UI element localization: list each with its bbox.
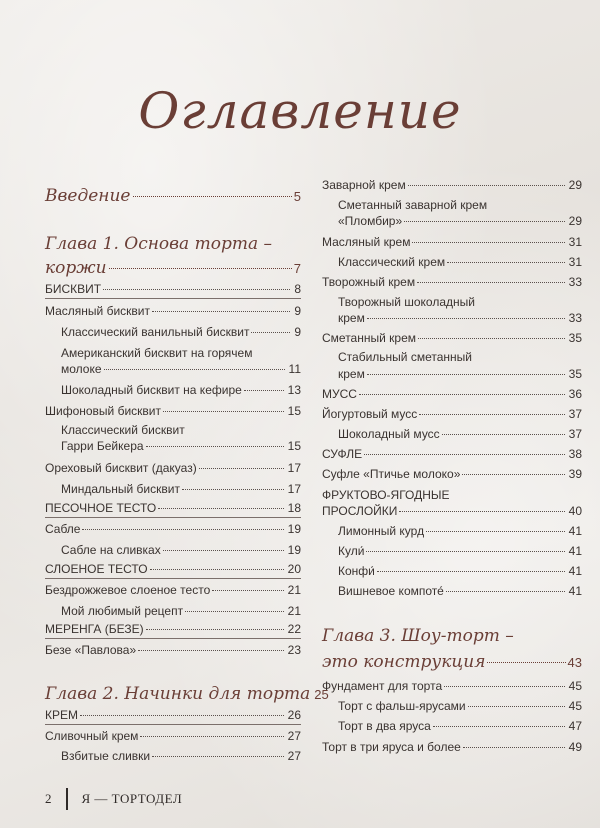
dot-leader: [447, 262, 565, 263]
toc-entry[interactable]: [322, 235, 582, 249]
dot-leader: [446, 591, 565, 592]
toc-page-number: 17: [287, 461, 301, 475]
dot-leader: [104, 369, 285, 370]
dot-leader: [442, 434, 565, 435]
toc-entry-label: Творожный крем: [322, 275, 416, 289]
toc-page-number: 49: [568, 740, 582, 754]
toc-entry-label: Масляный бисквит: [45, 304, 150, 318]
toc-entry[interactable]: [322, 178, 582, 192]
toc-entry[interactable]: [322, 331, 582, 345]
toc-entry-label: Масляный крем: [322, 235, 411, 249]
toc-entry-label: Сливочный крем: [45, 729, 139, 743]
dot-leader: [140, 736, 283, 737]
dot-leader: [163, 550, 284, 551]
toc-page-number: 27: [287, 749, 301, 763]
dot-leader: [103, 289, 290, 290]
toc-entry-line1: Сметанный заварной крем: [338, 198, 488, 212]
toc-entry-biskvit[interactable]: [45, 282, 301, 299]
toc-entry-label: крем: [338, 311, 365, 325]
toc-entry-label: ПРОСЛОЙКИ: [322, 504, 398, 518]
toc-entry[interactable]: [322, 275, 582, 289]
dot-leader: [419, 414, 564, 415]
toc-entry[interactable]: [322, 504, 582, 518]
toc-page-number: 9: [294, 304, 301, 318]
toc-entry-label: Шоколадный бисквит на кефире: [61, 383, 242, 397]
dot-leader: [244, 390, 284, 391]
dot-leader: [487, 662, 565, 663]
toc-entry-line1: Американский бисквит на горячем: [61, 346, 253, 360]
toc-entry[interactable]: [61, 383, 301, 397]
toc-entry-label: Бездрожжевое слоеное тесто: [45, 583, 211, 597]
toc-entry[interactable]: [322, 679, 582, 693]
toc-entry[interactable]: [61, 325, 301, 339]
dot-leader: [377, 571, 565, 572]
toc-entry-label: Классический ванильный бисквит: [61, 325, 250, 339]
toc-entry[interactable]: [322, 740, 582, 754]
toc-page-number: 41: [568, 584, 582, 598]
toc-entry-label: Классический крем: [338, 255, 446, 269]
toc-page-number: 19: [287, 543, 301, 557]
toc-entry-merenga[interactable]: [45, 622, 301, 639]
toc-entry-line1: Стабильный сметанный: [338, 350, 472, 364]
toc-entry-label: Миндальный бисквит: [61, 482, 180, 496]
toc-entry-label: ПЕСОЧНОЕ ТЕСТО: [45, 501, 157, 515]
toc-entry-pesochnoe[interactable]: [45, 501, 301, 518]
toc-page-number: 8: [294, 282, 301, 296]
toc-page-number: 45: [568, 699, 582, 713]
toc-entry-label: Шоколадный мусс: [338, 427, 440, 441]
toc-entry[interactable]: [338, 544, 582, 558]
toc-entry[interactable]: [338, 255, 582, 269]
dot-leader: [80, 715, 284, 716]
dot-leader: [133, 196, 292, 197]
dot-leader: [109, 268, 292, 269]
toc-page-number: 21: [287, 604, 301, 618]
toc-entry[interactable]: [338, 214, 582, 228]
toc-page-number: 13: [287, 383, 301, 397]
dot-leader: [412, 242, 564, 243]
toc-page-number: 17: [287, 482, 301, 496]
toc-chapter1-line1[interactable]: Глава 1. Основа торта –: [45, 234, 272, 254]
toc-page-number: 31: [568, 255, 582, 269]
toc-entry[interactable]: [338, 564, 582, 578]
toc-entry-label: Шифоновый бисквит: [45, 404, 161, 418]
toc-entry-label: Торт в два яруса: [338, 719, 431, 733]
toc-page-number: 36: [568, 387, 582, 401]
toc-page-number: 33: [568, 275, 582, 289]
toc-page-number: 9: [294, 325, 301, 339]
toc-page-number: 39: [568, 467, 582, 481]
toc-entry[interactable]: [45, 461, 301, 475]
toc-page-number: 21: [287, 583, 301, 597]
toc-chapter1[interactable]: коржи 7: [45, 258, 301, 278]
toc-entry[interactable]: [338, 427, 582, 441]
dot-leader: [163, 411, 284, 412]
dot-leader: [408, 185, 565, 186]
toc-page-number: 29: [568, 214, 582, 228]
toc-entry[interactable]: [338, 524, 582, 538]
dot-leader: [463, 747, 565, 748]
toc-entry-label: Ореховый бисквит (дакуаз): [45, 461, 197, 475]
toc-page-number: 19: [287, 522, 301, 536]
dot-leader: [146, 446, 284, 447]
toc-page-number: 45: [568, 679, 582, 693]
toc-chapter3[interactable]: это конструкция 43: [322, 652, 582, 672]
dot-leader: [468, 706, 565, 707]
toc-page-number: 41: [568, 524, 582, 538]
toc-page-number: 18: [287, 501, 301, 515]
toc-page-number: 38: [568, 447, 582, 461]
book-title: Я — ТОРТОДЕЛ: [81, 791, 183, 806]
dot-leader: [138, 650, 284, 651]
dot-leader: [158, 508, 283, 509]
toc-entry-line1: Творожный шоколадный: [338, 295, 475, 309]
dot-leader: [433, 726, 565, 727]
page-footer: [45, 788, 182, 810]
toc-entry-label: Сабле на сливках: [61, 543, 161, 557]
toc-entry-label: МЕРЕНГА (БЕЗЕ): [45, 622, 144, 636]
toc-entry[interactable]: [61, 362, 301, 376]
toc-entry[interactable]: [338, 584, 582, 598]
dot-leader: [185, 611, 284, 612]
toc-page-number: 37: [568, 407, 582, 421]
toc-entry-label: Фундамент для торта: [322, 679, 443, 693]
toc-entry-sloenoe[interactable]: [45, 562, 301, 579]
toc-entry-label: Вишневое компоте́: [338, 584, 444, 598]
toc-entry-label: БИСКВИТ: [45, 282, 102, 296]
dot-leader: [426, 531, 565, 532]
dot-leader: [359, 394, 565, 395]
toc-entry-label: Сметанный крем: [322, 331, 416, 345]
dot-leader: [152, 311, 290, 312]
toc-intro[interactable]: Введение 5: [45, 186, 301, 206]
dot-leader: [152, 756, 284, 757]
dot-leader: [251, 332, 290, 333]
toc-entry[interactable]: [61, 439, 301, 453]
dot-leader: [146, 629, 284, 630]
toc-entry[interactable]: [338, 311, 582, 325]
dot-leader: [366, 551, 564, 552]
toc-entry[interactable]: [61, 749, 301, 763]
toc-page-number: 33: [568, 311, 582, 325]
page-number: 2: [45, 791, 52, 806]
dot-leader: [462, 474, 564, 475]
toc-entry-label: Заварной крем: [322, 178, 406, 192]
toc-page-number: 22: [287, 622, 301, 636]
toc-entry-label: СЛОЕНОЕ ТЕСТО: [45, 562, 148, 576]
toc-page-number: 23: [287, 643, 301, 657]
toc-page-number: 26: [287, 708, 301, 722]
page-title: Оглавление: [138, 82, 462, 140]
toc-entry-label: Взбитые сливки: [61, 749, 151, 763]
toc-page-number: 47: [568, 719, 582, 733]
toc-entry-label: Безе «Павлова»: [45, 643, 137, 657]
toc-entry-label: Торт с фальш-ярусами: [338, 699, 466, 713]
toc-page-number: 35: [568, 367, 582, 381]
toc-entry-label: Торт в три яруса и более: [322, 740, 461, 754]
footer-divider: [66, 788, 68, 810]
toc-entry[interactable]: [61, 604, 301, 618]
dot-leader: [367, 318, 565, 319]
toc-entry-label: Конфи́: [338, 564, 375, 578]
toc-entry-label: Сабле: [45, 522, 81, 536]
dot-leader: [417, 282, 565, 283]
toc-entry-label: крем: [338, 367, 365, 381]
toc-entry[interactable]: [338, 719, 582, 733]
toc-entry-line1: Классический бисквит: [61, 423, 185, 437]
toc-chapter2[interactable]: Глава 2. Начинки для торта 25: [45, 684, 329, 704]
toc-page-number: 20: [287, 562, 301, 576]
toc-page-number: 31: [568, 235, 582, 249]
toc-entry[interactable]: [45, 522, 301, 536]
toc-page-number: 15: [287, 404, 301, 418]
dot-leader: [82, 529, 283, 530]
toc-page-number: 41: [568, 564, 582, 578]
toc-entry-label: Мой любимый рецепт: [61, 604, 184, 618]
toc-entry[interactable]: [45, 729, 301, 743]
toc-entry-label: Лимонный курд: [338, 524, 425, 538]
toc-entry[interactable]: [322, 387, 582, 401]
toc-page-number: 35: [568, 331, 582, 345]
toc-entry[interactable]: [45, 583, 301, 597]
toc-page-number: 41: [568, 544, 582, 558]
dot-leader: [444, 686, 565, 687]
toc-entry[interactable]: [45, 643, 301, 657]
toc-entry-label: Суфле «Птичье молоко»: [322, 467, 461, 481]
toc-entry[interactable]: [322, 467, 582, 481]
toc-entry-label: молоке: [61, 362, 102, 376]
toc-page-number: 15: [287, 439, 301, 453]
dot-leader: [364, 454, 565, 455]
toc-entry-line1: ФРУКТОВО-ЯГОДНЫЕ: [322, 488, 450, 502]
toc-entry-label: КРЕМ: [45, 708, 78, 722]
toc-entry-label: «Пломбир»: [338, 214, 403, 228]
dot-leader: [150, 569, 284, 570]
dot-leader: [418, 338, 565, 339]
dot-leader: [182, 489, 284, 490]
toc-entry-label: Йогуртовый мусс: [322, 407, 418, 421]
toc-entry[interactable]: [322, 407, 582, 421]
toc-page-number: 11: [288, 362, 301, 376]
toc-page-number: 27: [287, 729, 301, 743]
toc-entry[interactable]: [61, 543, 301, 557]
dot-leader: [399, 511, 564, 512]
toc-entry-label: Кули́: [338, 544, 365, 558]
dot-leader: [212, 590, 283, 591]
toc-page-number: 40: [568, 504, 582, 518]
toc-entry-label: СУФЛЕ: [322, 447, 363, 461]
dot-leader: [199, 468, 284, 469]
toc-entry[interactable]: [45, 304, 301, 318]
toc-entry-label: Гарри Бейкера: [61, 439, 144, 453]
toc-entry[interactable]: [61, 482, 301, 496]
toc-chapter3-line1[interactable]: Глава 3. Шоу-торт –: [322, 626, 514, 646]
toc-entry-label: МУСС: [322, 387, 357, 401]
toc-entry[interactable]: [45, 404, 301, 418]
toc-entry[interactable]: [338, 699, 582, 713]
toc-entry[interactable]: [338, 367, 582, 381]
toc-entry-krem[interactable]: [45, 708, 301, 725]
dot-leader: [404, 221, 564, 222]
toc-entry[interactable]: [322, 447, 582, 461]
toc-page-number: 37: [568, 427, 582, 441]
toc-page-number: 29: [568, 178, 582, 192]
dot-leader: [367, 374, 565, 375]
